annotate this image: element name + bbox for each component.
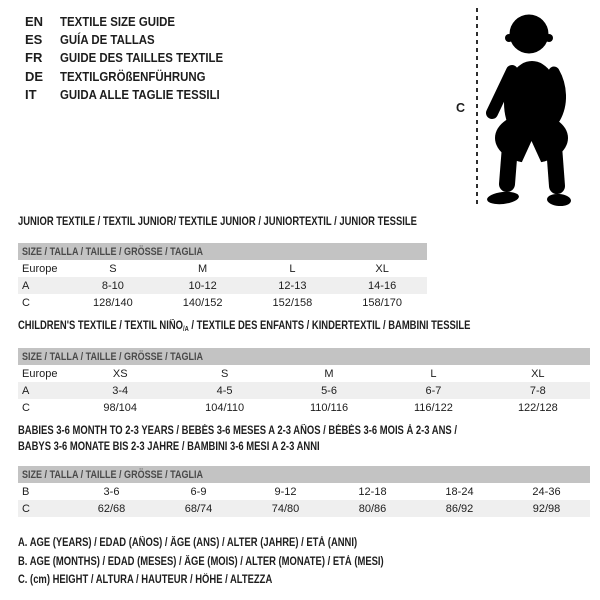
title-segment: BABYS 3-6 MONATE BIS 2-3 JAHRE / BAMBINI 3-6 MESI A 2-3 ANNI — [18, 441, 320, 453]
language-code: EN — [25, 13, 44, 29]
size-cell: 6-7 — [425, 384, 442, 397]
size-cell: S — [220, 367, 229, 380]
row-label: C — [22, 296, 30, 309]
size-cell: M — [324, 367, 334, 380]
size-cell: 4-5 — [216, 384, 233, 397]
height-dotted-line — [476, 8, 478, 208]
size-cell: 158/170 — [362, 296, 402, 309]
table-body — [18, 365, 590, 416]
size-cell: 122/128 — [517, 401, 558, 414]
language-label: GUIDE DES TAILLES TEXTILE — [60, 50, 224, 66]
title-segment: / TEXTILE DES ENFANTS / KINDERTEXTIL / BAMBINI TESSILE — [188, 320, 471, 332]
title-segment: JUNIOR TEXTILE / TEXTIL JUNIOR/ TEXTILE JUNIOR / JUNIORTEXTIL / JUNIOR TESSILE — [18, 216, 417, 228]
baby-silhouette — [486, 8, 594, 206]
size-cell: 74/80 — [271, 502, 300, 515]
legend-line: A. AGE (YEARS) / EDAD (AÑOS) / ÂGE (ANS) / ALTER (JAHRE) / ETÀ (ANNI) — [18, 537, 358, 549]
size-cell: 92/98 — [532, 502, 561, 515]
table-title-line — [18, 439, 457, 455]
table-title-line — [18, 214, 417, 230]
language-code: ES — [25, 32, 43, 48]
legend-line: B. AGE (MONTHS) / EDAD (MESES) / ÂGE (MOIS) / ALTER (MONATE) / ETÀ (MESI) — [18, 555, 384, 568]
row-label: B — [22, 485, 30, 498]
size-cell: 12-18 — [358, 485, 387, 498]
row-label: C — [22, 401, 30, 414]
size-cell: 110/116 — [309, 401, 349, 414]
size-cell: 18-24 — [445, 485, 474, 498]
row-label: C — [22, 502, 30, 515]
table-row — [18, 382, 590, 399]
row-label: Europe — [22, 367, 58, 380]
size-cell: 3-4 — [112, 384, 129, 397]
language-label: TEXTILGRÖßENFÜHRUNG — [60, 68, 206, 84]
childrens-textile-table — [18, 348, 590, 416]
language-code: IT — [25, 87, 37, 103]
language-label: GUÍA DE TALLAS — [60, 32, 155, 48]
size-cell: 152/158 — [272, 296, 313, 309]
table-body — [18, 260, 427, 311]
junior-textile-title — [18, 214, 504, 230]
language-row — [25, 67, 245, 85]
size-cell: 10-12 — [188, 279, 217, 292]
table-row — [18, 294, 427, 311]
size-header-bar — [18, 348, 590, 365]
language-code: DE — [25, 68, 44, 84]
size-cell: 24-36 — [532, 485, 561, 498]
size-cell: 128/140 — [92, 296, 133, 309]
size-cell: 5-6 — [321, 384, 337, 397]
table-title-line — [18, 318, 470, 338]
size-cell: 80/86 — [358, 502, 387, 515]
size-cell: 8-10 — [101, 279, 124, 292]
language-row — [25, 49, 245, 67]
size-header-bar — [18, 243, 427, 260]
language-row — [25, 30, 245, 48]
size-cell: 12-13 — [278, 279, 307, 292]
legend — [18, 534, 464, 590]
language-label: TEXTILE SIZE GUIDE — [60, 13, 176, 29]
size-cell: 9-12 — [274, 485, 297, 498]
childrens-textile-title — [18, 318, 570, 338]
height-label-c: C — [456, 101, 466, 115]
size-cell: XL — [375, 262, 389, 275]
size-cell: XS — [112, 367, 128, 380]
size-cell: XL — [531, 367, 545, 380]
table-body — [18, 483, 590, 517]
size-cell: 98/104 — [103, 401, 138, 414]
title-segment: CHILDREN'S TEXTILE / TEXTIL NIÑO — [18, 320, 184, 332]
size-cell: L — [430, 367, 437, 380]
language-label: GUIDA ALLE TAGLIE TESSILI — [60, 87, 220, 103]
size-cell: 140/152 — [182, 296, 223, 309]
size-cell: 14-16 — [368, 279, 397, 292]
size-header-bar — [18, 466, 590, 483]
table-row — [18, 399, 590, 416]
language-code: FR — [25, 50, 43, 66]
size-header-label: SIZE / TALLA / TAILLE / GRÖSSE / TAGLIA — [22, 350, 204, 363]
row-label: A — [22, 384, 30, 397]
title-segment: BABIES 3-6 MONTH TO 2-3 YEARS / BEBÉS 3-6 MESES A 2-3 AÑOS / BÉBÉS 3-6 MOIS À 2-3 ANS / — [18, 425, 457, 437]
table-row — [18, 260, 427, 277]
size-header-label: SIZE / TALLA / TAILLE / GRÖSSE / TAGLIA — [22, 468, 204, 481]
size-header-label: SIZE / TALLA / TAILLE / GRÖSSE / TAGLIA — [22, 245, 204, 258]
size-cell: 68/74 — [184, 502, 213, 515]
size-cell: 7-8 — [529, 384, 546, 397]
size-cell: 116/122 — [413, 401, 453, 414]
language-row — [25, 86, 245, 104]
table-title-line — [18, 423, 457, 439]
table-row — [18, 365, 590, 382]
row-label: A — [22, 279, 30, 292]
table-row — [18, 483, 590, 500]
size-cell: L — [289, 262, 296, 275]
table-row — [18, 277, 427, 294]
size-cell: 104/110 — [205, 401, 245, 414]
legend-line: C. (cm) HEIGHT / ALTURA / HAUTEUR / HÖHE / ALTEZZA — [18, 574, 273, 587]
size-cell: 3-6 — [103, 485, 120, 498]
size-cell: 6-9 — [190, 485, 207, 498]
row-label: Europe — [22, 262, 58, 275]
size-cell: 62/68 — [97, 502, 126, 515]
size-cell: M — [198, 262, 208, 275]
junior-textile-table — [18, 243, 427, 311]
language-row — [25, 12, 245, 30]
babies-textile-title — [18, 423, 553, 455]
size-cell: 86/92 — [445, 502, 474, 515]
babies-textile-table — [18, 466, 590, 517]
size-cell: S — [109, 262, 117, 275]
title-segment: /A — [183, 326, 189, 333]
table-row — [18, 500, 590, 517]
language-list — [25, 12, 245, 104]
